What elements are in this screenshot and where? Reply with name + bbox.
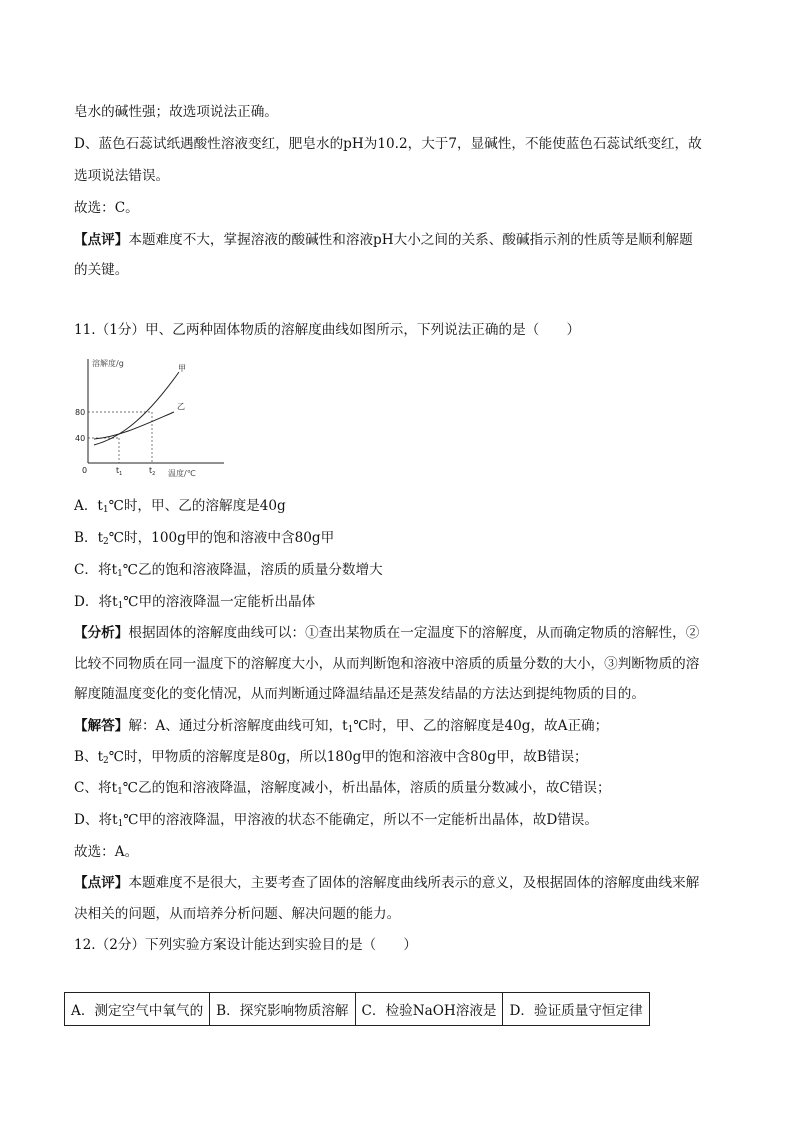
q11-option-b: B．$t_2℃$时，100g甲的饱和溶液中含80g甲 — [74, 530, 335, 547]
analysis-line-3: 解度随温度变化的变化情况，从而判断通过降温结晶还是蒸发结晶的方法达到提纯物质的目的。 — [74, 686, 645, 702]
comment-tag: 【点评】 — [74, 232, 129, 248]
analysis-line-1: 【分析】根据固体的溶解度曲线可以：①查出某物质在一定温度下的溶解度，从而确定物质的溶解性，② — [74, 625, 700, 641]
line-4: 故选：C。 — [74, 200, 139, 216]
tick-t1: $t_1$ — [116, 466, 123, 477]
q12-option-d: D．验证质量守恒定律 — [503, 993, 649, 1026]
line-6: 的关键。 — [74, 262, 129, 278]
tick-40: 40 — [75, 434, 86, 443]
comment-10 — [74, 230, 693, 250]
q11-stem: 11.（1分）甲、乙两种固体物质的溶解度曲线如图所示，下列说法正确的是（ ） — [74, 322, 581, 338]
comment-text: 本题难度不大，掌握溶液的酸碱性和溶液pH大小之间的关系、酸碱指示剂的性质等是顺利解题 — [128, 232, 693, 248]
q12-option-c: C．检验NaOH溶液是 — [355, 993, 503, 1026]
q12-option-a: A．测定空气中氧气的 — [65, 993, 210, 1026]
tick-80: 80 — [75, 408, 86, 417]
q11-option-d: D．将$t_1℃$甲的溶液降温一定能析出晶体 — [74, 594, 316, 611]
comment-11-line-1: 【点评】本题难度不是很大，主要考查了固体的溶解度曲线所表示的意义，及根据固体的溶解度曲线来解 — [74, 875, 700, 891]
line-2: D、蓝色石蕊试纸遇酸性溶液变红，肥皂水的pH为10.2，大于7，显碱性，不能使蓝色石蕊试纸变红，故 — [74, 136, 702, 152]
x-axis-label: 温度/℃ — [168, 469, 196, 478]
answer-choice: 故选：A。 — [74, 844, 139, 860]
answer-line-c: C、将$t_1℃$乙的饱和溶液降温，溶解度减小，析出晶体，溶质的质量分数减小，故C错误； — [74, 780, 611, 797]
q12-options-table — [64, 992, 650, 1026]
tick-origin: 0 — [82, 466, 88, 475]
answer-line-d: D、将$t_1℃$甲的溶液降温，甲溶液的状态不能确定，所以不一定能析出晶体，故D错误。 — [74, 812, 598, 829]
q12-option-b: B．探究影响物质溶解 — [210, 993, 355, 1026]
solubility-curve-graph — [74, 355, 224, 483]
table-row — [65, 993, 650, 1026]
line-3: 选项说法错误。 — [74, 168, 170, 184]
y-axis-label: 溶解度/g — [92, 359, 124, 368]
answer-line-a: 【解答】解：A、通过分析溶解度曲线可知，$t_1℃$时，甲、乙的溶解度是40g，故A正确； — [74, 718, 609, 735]
curve-yi — [94, 412, 174, 439]
q12-stem: 12.（2分）下列实验方案设计能达到实验目的是（ ） — [74, 937, 417, 953]
answer-line-b: B、$t_2℃$时，甲物质的溶解度是80g，所以180g甲的饱和溶液中含80g甲，故B错误； — [74, 749, 588, 766]
analysis-line-2: 比较不同物质在同一温度下的溶解度大小，从而判断饱和溶液中溶质的质量分数的大小，③判断物质的溶 — [74, 656, 700, 672]
label-yi: 乙 — [177, 402, 185, 411]
tick-t2: $t_2$ — [149, 466, 156, 477]
q11-option-c: C．将$t_1℃$乙的饱和溶液降温，溶质的质量分数增大 — [74, 562, 383, 579]
curve-jia — [94, 372, 179, 445]
label-jia: 甲 — [178, 364, 186, 373]
comment-11-line-2: 决相关的问题，从而培养分析问题、解决问题的能力。 — [74, 906, 401, 922]
line-1: 皂水的碱性强；故选项说法正确。 — [74, 104, 278, 120]
q11-option-a: A．$t_1℃$时，甲、乙的溶解度是40g — [74, 498, 286, 515]
